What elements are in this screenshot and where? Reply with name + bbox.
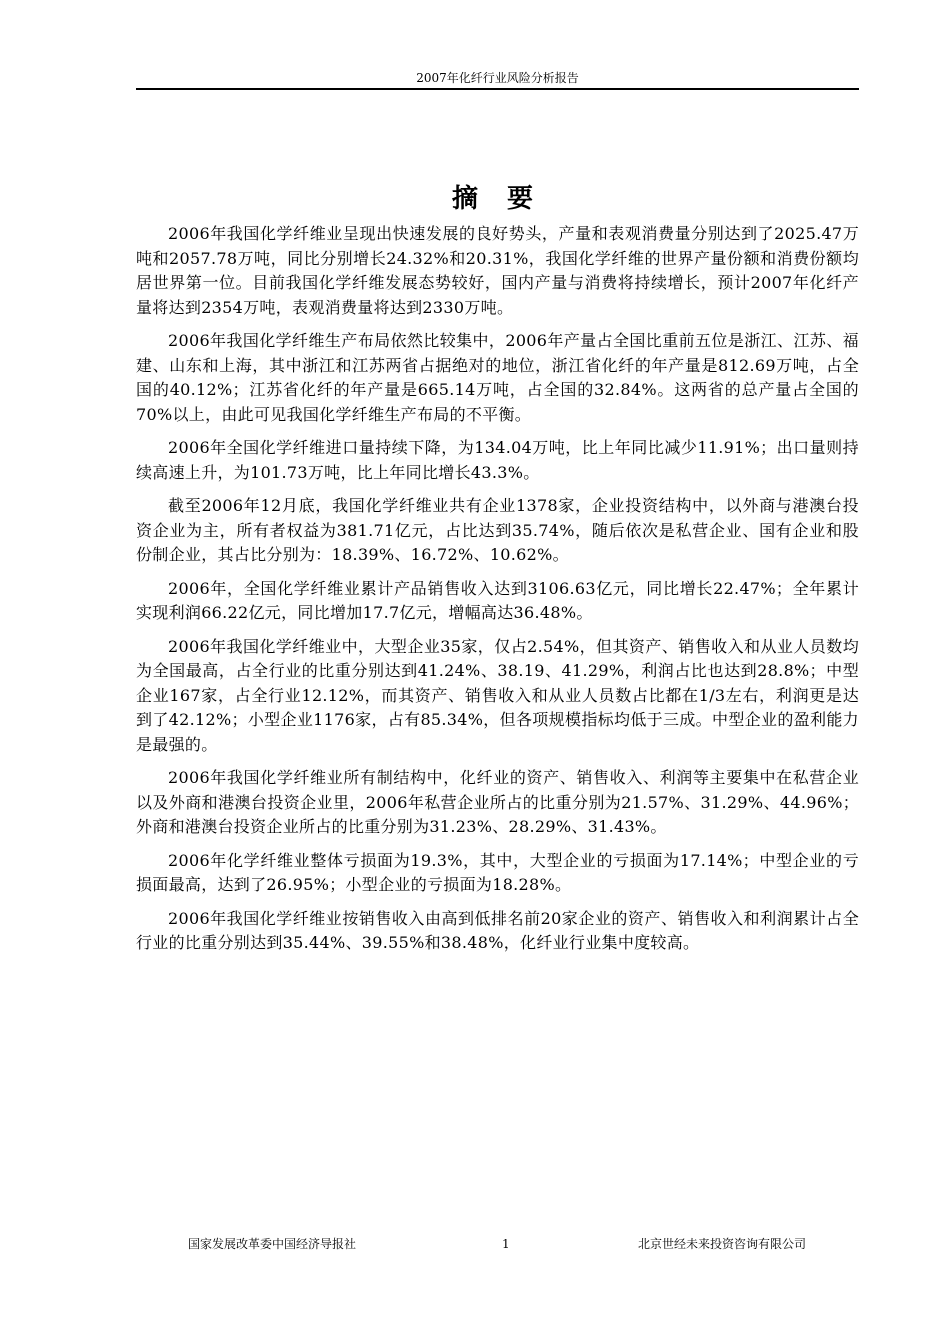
paragraph: 2006年我国化学纤维生产布局依然比较集中，2006年产量占全国比重前五位是浙江、江苏、福建、山东和上海，其中浙江和江苏两省占据绝对的地位，浙江省化纤的年产量是812.69万吨，占全国的40.12%；江苏省化纤的年产量是665.14万吨，占全国的32.84%。这两省的总产量占全国的70%以上，由此可见我国化学纤维生产布局的不平衡。 [136, 331, 859, 424]
footer-company: 北京世经未来投资咨询有限公司 [638, 1237, 807, 1251]
running-header: 2007年化纤行业风险分析报告 [416, 71, 579, 85]
document-body [136, 222, 859, 965]
paragraph: 2006年化学纤维业整体亏损面为19.3%，其中，大型企业的亏损面为17.14%；中型企业的亏损面最高，达到了26.95%；小型企业的亏损面为18.28%。 [136, 850, 859, 894]
page-number: 1 [502, 1237, 510, 1251]
page-title: 摘 要 [451, 184, 544, 214]
paragraph: 2006年全国化学纤维进口量持续下降，为134.04万吨，比上年同比减少11.91%；出口量则持续高速上升，为101.73万吨，比上年同比增长43.3%。 [136, 438, 859, 482]
header-rule [136, 88, 859, 90]
paragraph: 2006年，全国化学纤维业累计产品销售收入达到3106.63亿元，同比增长22.47%；全年累计实现利润66.22亿元，同比增加17.7亿元，增幅高达36.48%。 [136, 578, 859, 622]
paragraph: 2006年我国化学纤维业按销售收入由高到低排名前20家企业的资产、销售收入和利润累计占全行业的比重分别达到35.44%、39.55%和38.48%，化纤业行业集中度较高。 [136, 908, 859, 952]
paragraph: 2006年我国化学纤维业所有制结构中，化纤业的资产、销售收入、利润等主要集中在私营企业以及外商和港澳台投资企业里，2006年私营企业所占的比重分别为21.57%、31.29%、44.96%；外商和港澳台投资企业所占的比重分别为31.23%、28.29%、31.43%。 [136, 768, 859, 836]
footer-publisher: 国家发展改革委中国经济导报社 [188, 1237, 357, 1251]
paragraph: 2006年我国化学纤维业中，大型企业35家，仅占2.54%，但其资产、销售收入和从业人员数均为全国最高，占全行业的比重分别达到41.24%、38.19、41.29%，利润占比也达到28.8%；中型企业167家，占全行业12.12%，而其资产、销售收入和从业人员数占比都在1/3左右，利润更是达到了42.12%；小型企业1176家，占有85.34%，但各项规模指标均低于三成。中型企业的盈利能力是最强的。 [136, 636, 859, 754]
paragraph: 截至2006年12月底，我国化学纤维业共有企业1378家，企业投资结构中，以外商与港澳台投资企业为主，所有者权益为381.71亿元，占比达到35.74%，随后依次是私营企业、国有企业和股份制企业，其占比分别为：18.39%、16.72%、10.62%。 [136, 496, 859, 564]
paragraph: 2006年我国化学纤维业呈现出快速发展的良好势头，产量和表观消费量分别达到了2025.47万吨和2057.78万吨，同比分别增长24.32%和20.31%，我国化学纤维的世界产量份额和消费份额均居世界第一位。目前我国化学纤维发展态势较好，国内产量与消费将持续增长，预计2007年化纤产量将达到2354万吨，表观消费量将达到2330万吨。 [136, 224, 859, 317]
